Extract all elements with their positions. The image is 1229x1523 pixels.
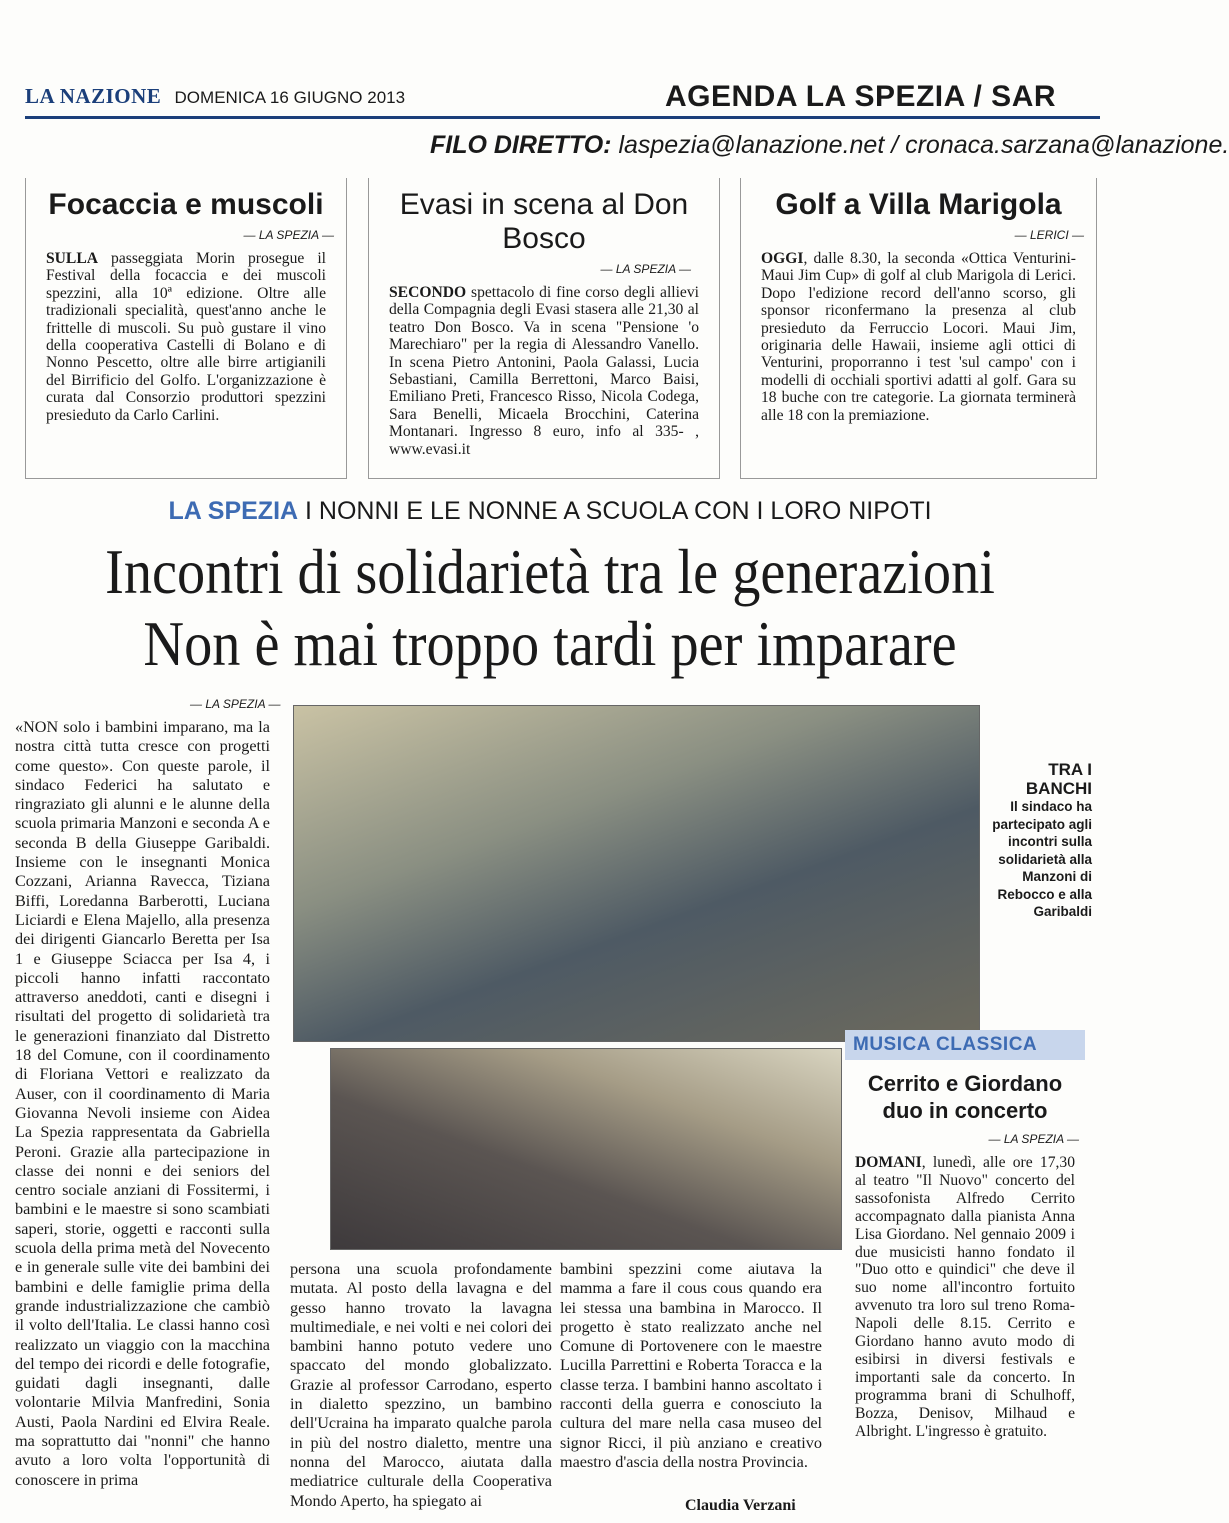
musica-body: , lunedì, alle ore 17,30 al teatro "Il Nuovo" concerto del sassofonista Alfredo Cerrito accompagnato dalla pianista Anna Lisa Giordano. Nel gennaio 2009 i due musicisti hanno fondato il "Duo otto e quindici" che deve il suo nome all'incontro fortuito avvenuto tra loro sul treno Roma-Napoli delle 8.15. Cerrito e Giordano hanno avuto modo di esibirsi in diversi festivals e importanti sale da concerto. In programma brani di Schulhoff, Bozza, Denisov, Milhaud e Albright. L'ingresso è gratuito.	[855, 1154, 1075, 1440]
musica-box	[845, 1030, 1085, 1441]
newspaper-name: LA NAZIONE	[25, 84, 162, 108]
article-signature: Claudia Verzani	[685, 1497, 796, 1514]
brief-title: Evasi in scena al Don Bosco	[399, 188, 689, 255]
brief-body: , dalle 8.30, la seconda «Ottica Venturini-Maui Jim Cup» di golf al club Marigola di Lerici. Dopo l'edizione record dell'anno scorso, gli sponsor riconfermano la presenza al club presieduto da Ferruccio Locori. Maui Jim, originaria delle Hawaii, insieme agli ottici di Venturini, proporranno i test 'sul campo' con i modelli di occhiali sportivi adatti al golf. Gara su 18 buche con tre categorie. La giornata terminerà alle 18 con la premiazione.	[761, 250, 1076, 424]
brief-location: — LA SPEZIA —	[243, 228, 334, 242]
brief-location: — LERICI —	[1014, 228, 1084, 242]
brief-text	[26, 250, 346, 424]
brief-title: Golf a Villa Marigola	[775, 188, 1062, 221]
article-column-2: persona una scuola profondamente mutata. Al posto della lavagna e del gesso hanno trovato la lavagna multimediale, e nei volti e nei colori dei bambini hanno potuto vedere uno spaccato del mondo globalizzato. Grazie al professor Carrodano, esperto in dialetto spezzino, un bambino dell'Ucraina ha imparato qualche parola in più del nostro dialetto, mentre una nonna del Marocco, aiutata dalla mediatrice culturale della Cooperativa Mondo Aperto, ha spiegato ai	[290, 1260, 552, 1510]
brief-lead: OGGI	[761, 250, 804, 267]
brief-lead: SULLA	[46, 250, 98, 267]
caption-head: TRA I BANCHI	[1025, 760, 1092, 798]
brief-text	[369, 284, 719, 458]
article-location-tag: — LA SPEZIA —	[190, 697, 281, 711]
caption-body: Il sindaco ha partecipato agli incontri sulla solidarietà alla Manzoni di Rebocco e alla Garibaldi	[992, 799, 1092, 919]
photo-classroom-1	[293, 705, 980, 1042]
brief-body: spettacolo di fine corso degli allievi della Compagnia degli Evasi stasera alle 21,30 al teatro Don Bosco. Va in scena "Pensione 'o Marechiaro" per la regia di Alessandro Vanello. In scena Pietro Antonini, Paola Galassi, Lucia Sebastiani, Camilla Berrettoni, Marco Baisi, Emiliano Preti, Francesco Risso, Nicola Codega, Sara Benelli, Micaela Brocchini, Caterina Montanari. Ingresso 8 euro, info al 335- , www.evasi.it	[389, 284, 699, 458]
issue-date: DOMENICA 16 GIUGNO 2013	[174, 88, 406, 107]
brief-box-golf	[740, 178, 1097, 479]
article-column-3: bambini spezzini come aiutava la mamma a fare il cous cous quando era lei stessa una bambina in Marocco. Il progetto è stato realizzato anche nel Comune di Portovenere con le maestre Lucilla Parrettini e Roberta Toracca e la classe terza. I bambini hanno ascoltato i racconti della guerra e conosciuto la cultura del mare nella casa museo del signor Ricci, il più anziano e creativo maestro d'ascia della nostra Provincia.	[560, 1260, 822, 1471]
filo-label: FILO DIRETTO:	[430, 131, 612, 159]
kicker-text: I NONNI E LE NONNE A SCUOLA CON I LORO NIPOTI	[305, 497, 932, 525]
masthead-rule	[25, 116, 1100, 119]
brief-body: passeggiata Morin prosegue il Festival della focaccia e dei muscoli spezzini, alla 10ª edizione. Oltre alle tradizionali specialità, quest'anno anche le frittelle di muscoli. Su può gustare il vino della cooperativa Castelli di Bolano e di Nonno Pescetto, oltre alle birre artigianili del Birrificio del Golfo. L'organizzazione è curata dal Consorzio produttori spezzini presieduto da Carlo Carlini.	[46, 250, 326, 424]
photo-caption	[982, 760, 1092, 921]
filo-diretto	[430, 131, 1229, 160]
section-title: AGENDA LA SPEZIA / SAR	[665, 80, 1057, 113]
article-kicker	[0, 497, 1100, 526]
article-column-1: «NON solo i bambini imparano, ma la nostra città tutta cresce con progetti come questo». Con queste parole, il sindaco Federici ha salutato e ringraziato gli alunni e le alunne della scuola primaria Manzoni e seconda A e seconda B della Giuseppe Garibaldi. Insieme con le insegnanti Monica Cozzani, Arianna Ravecca, Tiziana Biffi, Loredanna Barberotti, Luciana Liciardi e Elena Majello, alla presenza dei dirigenti Giancarlo Beretta per Isa 1 e Giuseppe Sciacca per Isa 4, i piccoli hanno infatti raccontato attraverso aneddoti, canti e disegni i risultati del progetto di solidarietà tra le generazioni finanziato dal Distretto 18 del Comune, con il coordinamento di Floriana Vettori e realizzato da Auser, con il coordinamento di Maria Giovanna Nevoli insieme con Aidea La Spezia rappresentata da Gabriella Peroni. Grazie alla partecipazione in classe dei nonni e dei seniors del centro sociale anziani di Fossitermi, i bambini e le maestre si sono scambiati saperi, storie, oggetti e racconti sulla scuola della prima metà del Novecento e in generale sulle vite dei bambini dei bambini e delle famiglie prima della grande industrializzazione che cambiò il volto dell'Italia. Le classi hanno così realizzato un viaggio con la macchina del tempo dei ricordi e delle fotografie, guidati dagli insegnanti, dalle volontarie Milvia Manfredini, Sonia Austi, Paola Nardini ed Elvira Reale. ma soprattutto dai "nonni" che hanno avuto a loro volta l'opportunità di conoscere in prima	[15, 718, 270, 1489]
musica-label: MUSICA CLASSICA	[845, 1030, 1085, 1060]
musica-text	[845, 1154, 1085, 1441]
musica-title: Cerrito e Giordano duo in concerto	[867, 1071, 1063, 1123]
brief-box-focaccia	[25, 178, 347, 479]
brief-box-evasi	[368, 178, 720, 479]
filo-emails: laspezia@lanazione.net / cronaca.sarzana@lanazione.	[618, 131, 1229, 159]
photo-classroom-2	[330, 1048, 842, 1250]
headline-line-2: Non è mai troppo tardi per imparare	[143, 608, 957, 679]
brief-text	[741, 250, 1096, 424]
brief-title: Focaccia e muscoli	[48, 188, 324, 221]
brief-location: — LA SPEZIA —	[600, 262, 691, 276]
brief-lead: SECONDO	[389, 284, 467, 301]
musica-location: — LA SPEZIA —	[988, 1132, 1079, 1146]
headline-line-1: Incontri di solidarietà tra le generazioni	[105, 536, 995, 607]
masthead	[25, 84, 405, 109]
musica-lead: DOMANI	[855, 1154, 922, 1171]
kicker-location: LA SPEZIA	[168, 497, 299, 525]
